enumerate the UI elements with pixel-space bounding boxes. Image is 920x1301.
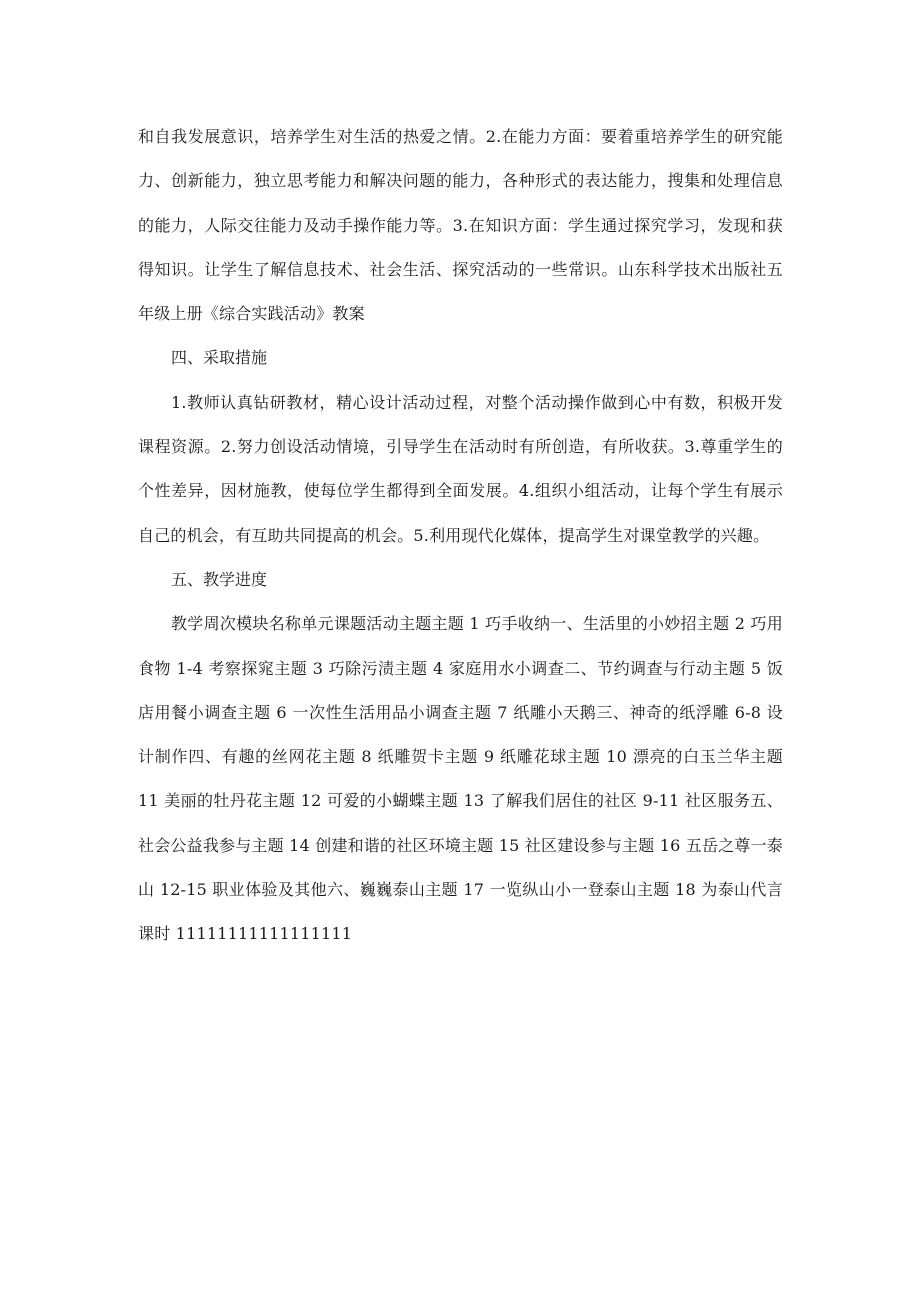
paragraph-goals: 和自我发展意识，培养学生对生活的热爱之情。2.在能力方面：要着重培养学生的研究能力、创新能力，独立思考能力和解决问题的能力，各种形式的表达能力，搜集和处理信息的能力，人际交往能力及动手操作能力等。3.在知识方面：学生通过探究学习，发现和获得知识。让学生了解信息技术、社会生活、探究活动的一些常识。山东科学技术出版社五年级上册《综合实践活动》教案 (138, 127, 783, 324)
document-page (138, 115, 783, 957)
section-heading-measures: 四、采取措施 (171, 348, 268, 368)
paragraph-measures: 1.教师认真钻研教材，精心设计活动过程，对整个活动操作做到心中有数，积极开发课程资源。2.努力创设活动情境，引导学生在活动时有所创造，有所收获。3.尊重学生的个性差异，因材施教，使每位学生都得到全面发展。4.组织小组活动，让每个学生有展示自己的机会，有互助共同提高的机会。5.利用现代化媒体，提高学生对课堂教学的兴趣。 (138, 392, 783, 545)
paragraph-schedule: 教学周次模块名称单元课题活动主题主题 1 巧手收纳一、生活里的小妙招主题 2 巧用食物 1-4 考察探窕主题 3 巧除污渍主题 4 家庭用水小调查二、节约调查与行动主题 5 饭店用餐小调查主题 6 一次性生活用品小调查主题 7 纸雕小天鹅三、神奇的纸浮雕 6-8 设计制作四、有趣的丝网花主题 8 纸雕贺卡主题 9 纸雕花球主题 10 漂亮的白玉兰华主题 11 美丽的牡丹花主题 12 可爱的小蝴蝶主题 13 了解我们居住的社区 9-11 社区服务五、社会公益我参与主题 14 创建和谐的社区环境主题 15 社区建设参与主题 16 五岳之尊一泰山 12-15 职业体验及其他六、巍巍泰山主题 17 一览纵山小一登泰山主题 18 为泰山代言课时 11111111111111111 (138, 614, 783, 944)
section-heading-schedule: 五、教学进度 (171, 569, 268, 589)
